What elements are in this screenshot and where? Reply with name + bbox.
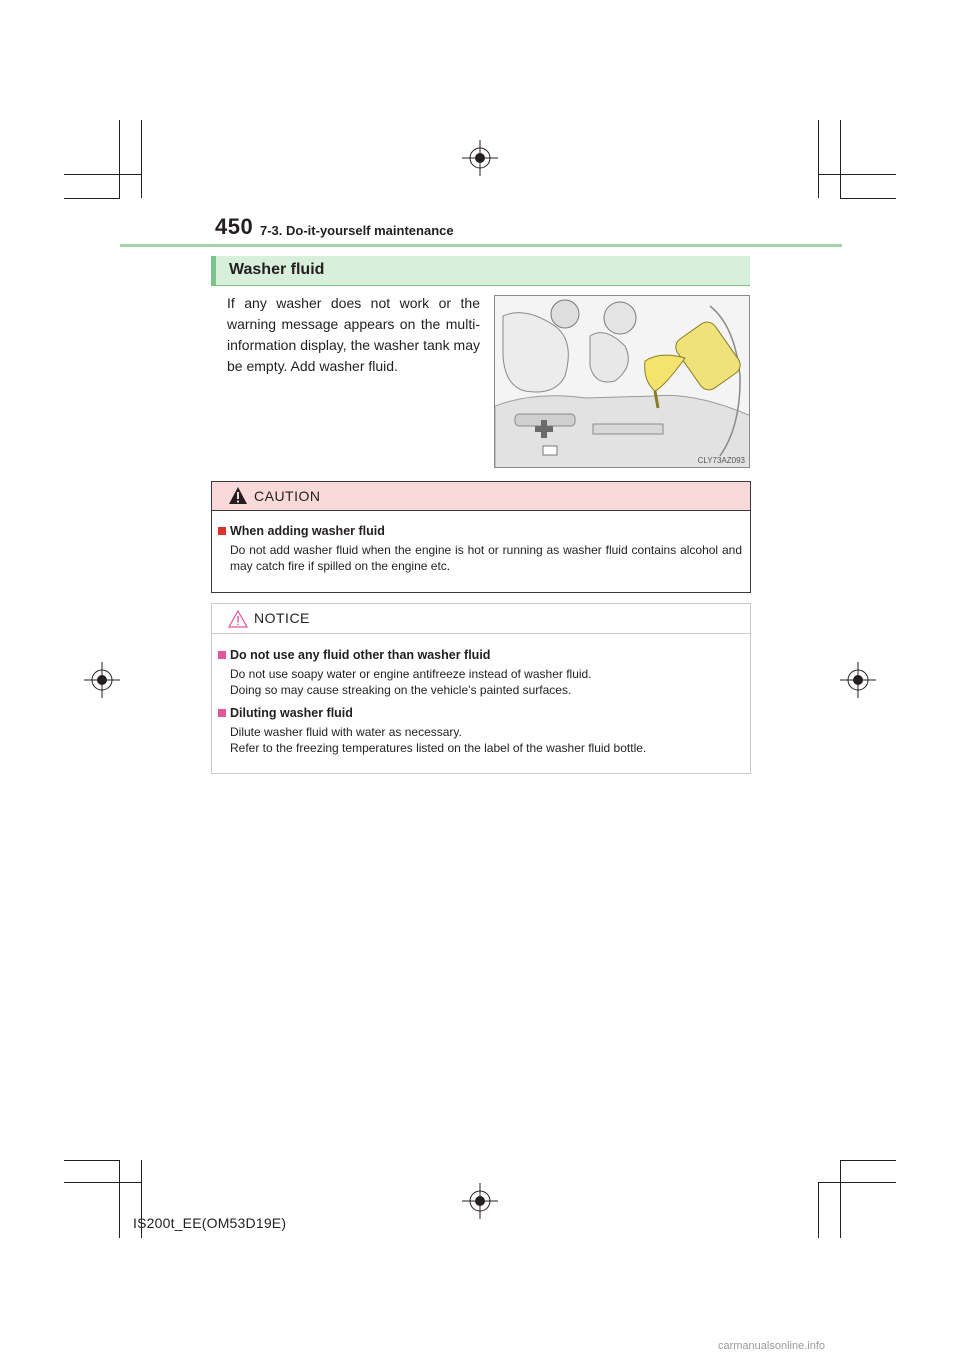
notice-item [218, 648, 742, 698]
registration-mark-right-icon [840, 662, 876, 698]
registration-mark-bottom-icon [462, 1183, 498, 1219]
washer-fluid-refill-icon [495, 296, 750, 468]
section-heading [211, 256, 750, 286]
notice-item-line: Refer to the freezing temperatures listed on the label of the washer fluid bottle. [230, 741, 647, 755]
header-rule [120, 244, 842, 247]
caution-box [211, 481, 751, 593]
caution-item [218, 524, 742, 574]
notice-triangle-icon [228, 610, 248, 628]
notice-item-line: Doing so may cause streaking on the vehicle’s painted surfaces. [230, 683, 572, 697]
washer-fluid-illustration [494, 295, 750, 468]
intro-paragraph: If any washer does not work or the warning message appears on the multi-information display, the washer tank may be empty. Add washer fluid. [227, 295, 480, 374]
square-bullet-icon [218, 651, 226, 659]
illustration-code: CLY73AZ093 [697, 456, 745, 465]
notice-item [218, 706, 742, 756]
notice-box [211, 603, 751, 774]
warning-triangle-icon [229, 487, 247, 504]
notice-item-title: Do not use any fluid other than washer fluid [218, 648, 742, 662]
document-code: IS200t_EE(OM53D19E) [133, 1215, 287, 1231]
notice-item-line: Dilute washer fluid with water as necessary. [230, 725, 462, 739]
caution-header [212, 482, 750, 511]
caution-item-body: Do not add washer fluid when the engine is hot or running as washer fluid contains alcohol and may catch fire if spilled on the engine etc. [230, 543, 742, 573]
notice-title: NOTICE [254, 610, 310, 626]
watermark: carmanualsonline.info [718, 1340, 826, 1352]
registration-mark-top-icon [462, 140, 498, 176]
page-number: 450 [215, 214, 254, 239]
notice-item-title: Diluting washer fluid [218, 706, 742, 720]
caution-item-title: When adding washer fluid [218, 524, 742, 538]
notice-header [212, 604, 750, 634]
section-title: 7-3. Do-it-yourself maintenance [260, 223, 454, 238]
square-bullet-icon [218, 709, 226, 717]
caution-title: CAUTION [254, 488, 321, 504]
notice-item-line: Do not use soapy water or engine antifreeze instead of washer fluid. [230, 667, 592, 681]
square-bullet-icon [218, 527, 226, 535]
registration-mark-left-icon [84, 662, 120, 698]
section-heading-text: Washer fluid [229, 261, 325, 278]
